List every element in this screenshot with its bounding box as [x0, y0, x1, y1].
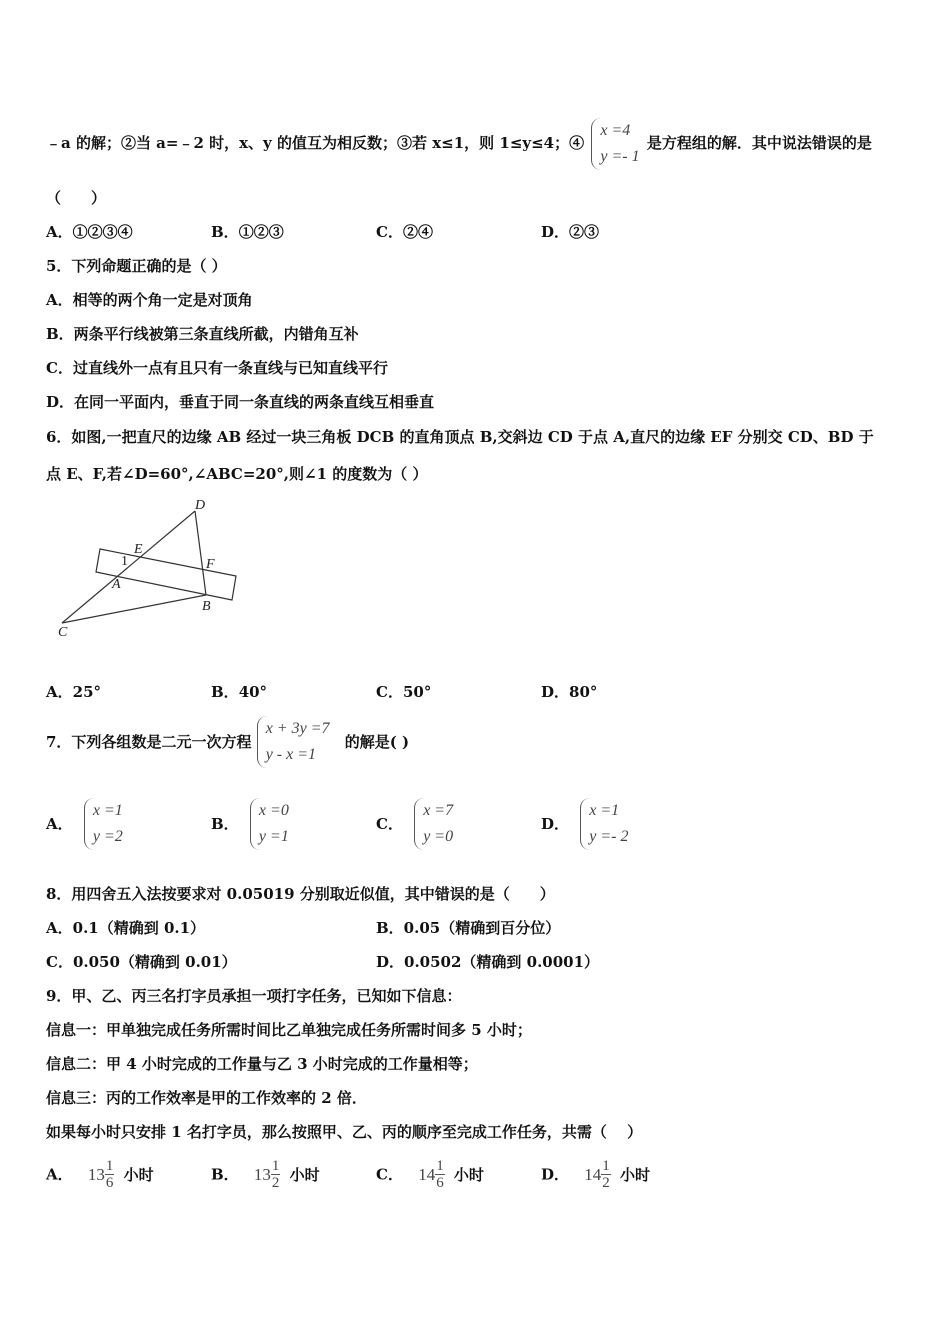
- q4-blank: （ ）: [46, 189, 107, 207]
- q4-equation-system: [591, 118, 639, 170]
- q8-stem: 8．用四舍五入法按要求对 0.05019 分别取近似值，其中错误的是（ ）: [46, 885, 555, 903]
- q9-option-a-fraction: $\frac{1}{6}$: [105, 1158, 114, 1191]
- q4-option-d[interactable]: D．②③: [541, 223, 600, 241]
- q9-info1: 信息一：甲单独完成任务所需时间比乙单独完成任务所需时间多 5 小时；: [46, 1021, 532, 1039]
- q4-sys-line2: y =- 1: [600, 148, 640, 165]
- q4-option-c[interactable]: C．②④: [376, 223, 433, 241]
- q9-question: 如果每小时只安排 1 名打字员，那么按照甲、乙、丙的顺序至完成工作任务，共需（ ）: [46, 1123, 643, 1141]
- triangle-side-cd: [62, 511, 195, 623]
- q9-option-c[interactable]: C． 14 $\frac{1}{6}$ 小时: [376, 1158, 484, 1191]
- label-angle-1: 1: [121, 554, 128, 569]
- q7-stem-after: 的解是( ): [344, 733, 410, 751]
- q7-equation-system: [257, 716, 330, 768]
- q9-stem: 9．甲、乙、丙三名打字员承担一项打字任务，已知如下信息：: [46, 987, 462, 1005]
- q4-option-b[interactable]: B．①②③: [211, 223, 284, 241]
- q5-option-c[interactable]: C．过直线外一点有且只有一条直线与已知直线平行: [46, 359, 388, 377]
- q4-text-before: ﹣a 的解；②当 a=﹣2 时，x、y 的值互为相反数；③若 x≤1，则 1≤y≤4；④: [46, 134, 585, 152]
- q6-figure: [50, 495, 250, 645]
- q8-option-b[interactable]: B．0.05（精确到百分位）: [376, 919, 561, 937]
- q9-option-b-fraction: $\frac{1}{2}$: [271, 1158, 280, 1191]
- label-e: E: [134, 542, 143, 557]
- q7-sys-line2: y - x =1: [265, 746, 317, 763]
- ruler-shape: [96, 549, 236, 600]
- q4-statement-line: [46, 118, 872, 170]
- triangle-side-db: [195, 511, 206, 595]
- label-a: A: [112, 577, 121, 592]
- q8-option-a[interactable]: A．0.1（精确到 0.1）: [46, 919, 206, 937]
- q4-option-a[interactable]: A．①②③④: [46, 223, 133, 241]
- q8-option-d[interactable]: D．0.0502（精确到 0.0001）: [376, 953, 600, 971]
- q7-option-a[interactable]: A． x =1 y =2: [46, 798, 123, 850]
- q7-option-d[interactable]: D． x =1 y =- 2: [541, 798, 628, 850]
- q4-sys-line1: x =4: [600, 122, 631, 139]
- label-d: D: [195, 498, 206, 513]
- q7-stem: [46, 716, 409, 768]
- q9-info3: 信息三：丙的工作效率是甲的工作效率的 2 倍．: [46, 1089, 367, 1107]
- q7-option-b-system: x =0 y =1: [250, 798, 289, 850]
- q5-option-d[interactable]: D．在同一平面内，垂直于同一条直线的两条直线互相垂直: [46, 393, 435, 411]
- q5-option-b[interactable]: B．两条平行线被第三条直线所截，内错角互补: [46, 325, 359, 343]
- q5-stem: 5．下列命题正确的是（ ）: [46, 257, 227, 275]
- q9-option-b[interactable]: B． 13 $\frac{1}{2}$ 小时: [211, 1158, 320, 1191]
- q5-option-a[interactable]: A．相等的两个角一定是对顶角: [46, 291, 253, 309]
- q4-text-after: 是方程组的解．其中说法错误的是: [646, 134, 872, 152]
- q6-option-c[interactable]: C．50°: [376, 683, 432, 701]
- q7-option-c-system: x =7 y =0: [414, 798, 453, 850]
- q7-option-a-system: x =1 y =2: [84, 798, 123, 850]
- q6-option-a[interactable]: A．25°: [46, 683, 102, 701]
- q9-option-d-fraction: $\frac{1}{2}$: [602, 1158, 610, 1191]
- q6-stem-line1: 6．如图,一把直尺的边缘 AB 经过一块三角板 DCB 的直角顶点 B,交斜边 CD 于点 A,直尺的边缘 EF 分别交 CD、BD 于: [46, 428, 874, 446]
- q8-option-c[interactable]: C．0.050（精确到 0.01）: [46, 953, 237, 971]
- triangle-side-cb: [62, 595, 206, 623]
- label-c: C: [58, 625, 68, 640]
- q7-stem-before: 7．下列各组数是二元一次方程: [46, 733, 252, 751]
- q9-option-a[interactable]: A． 13 $\frac{1}{6}$ 小时: [46, 1158, 154, 1191]
- q9-info2: 信息二：甲 4 小时完成的工作量与乙 3 小时完成的工作量相等；: [46, 1055, 478, 1073]
- q6-stem-line2: 点 E、F,若∠D=60°,∠ABC=20°,则∠1 的度数为（ ）: [46, 465, 428, 483]
- q6-option-d[interactable]: D．80°: [541, 683, 598, 701]
- label-b: B: [202, 599, 211, 614]
- q7-option-b[interactable]: B． x =0 y =1: [211, 798, 289, 850]
- q7-option-d-system: x =1 y =- 2: [580, 798, 628, 850]
- q9-option-c-fraction: $\frac{1}{6}$: [436, 1158, 444, 1191]
- q7-option-c[interactable]: C． x =7 y =0: [376, 798, 453, 850]
- q6-option-b[interactable]: B．40°: [211, 683, 268, 701]
- label-f: F: [206, 557, 215, 572]
- q9-option-d[interactable]: D． 14 $\frac{1}{2}$ 小时: [541, 1158, 650, 1191]
- q7-sys-line1: x + 3y =7: [265, 720, 330, 737]
